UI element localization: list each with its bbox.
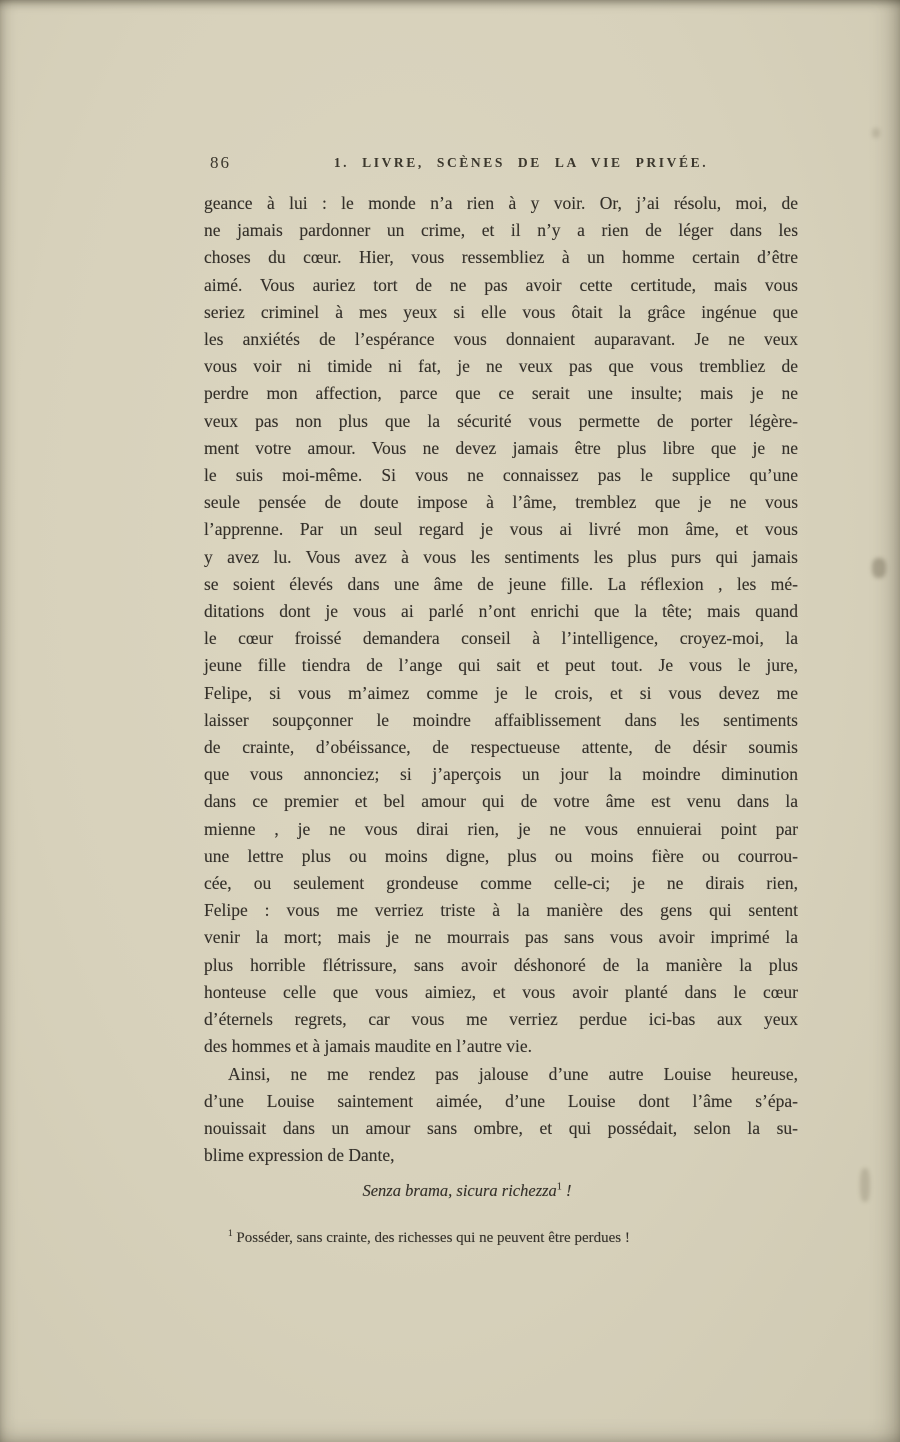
text-line: dans ce premier et bel amour qui de votre âme est venu dans la: [204, 791, 798, 812]
page-number: 86: [210, 153, 231, 172]
text-line: Felipe : vous me verriez triste à la manière des gens qui sentent: [204, 900, 798, 921]
text-line: honteuse celle que vous aimiez, et vous avoir planté dans le cœur: [204, 981, 798, 1002]
text-line: geance à lui : le monde n’a rien à y voir. Or, j’ai résolu, moi, de: [204, 193, 798, 213]
text-line: d’une Louise saintement aimée, d’une Louise dont l’âme s’épa-: [204, 1090, 798, 1111]
text-line: Ainsi, ne me rendez pas jalouse d’une autre Louise heureuse,: [228, 1063, 798, 1084]
body-text: [204, 190, 798, 1169]
text-line: le suis moi-même. Si vous ne connaissez pas le supplice qu’une: [204, 465, 798, 486]
text-line: d’éternels regrets, car vous me verriez perdue ici-bas aux yeux: [204, 1009, 798, 1030]
text-line: Felipe, si vous m’aimez comme je le crois, et si vous devez me: [204, 682, 798, 703]
text-line: vous voir ni timide ni fat, je ne veux pas que vous trembliez de: [204, 356, 798, 377]
text-line: que vous annonciez; si j’aperçois un jour la moindre diminution: [204, 764, 798, 785]
scan-smudge: [860, 1168, 870, 1202]
footnote-text: Posséder, sans crainte, des richesses qui ne peuvent être perdues !: [232, 1230, 630, 1246]
text-line: seriez criminel à mes yeux si elle vous ôtait la grâce ingénue que: [204, 301, 798, 322]
text-line: une lettre plus ou moins digne, plus ou moins fière ou courrou-: [204, 845, 798, 866]
text-line: venir la mort; mais je ne mourrais pas sans vous avoir imprimé la: [204, 927, 798, 948]
running-header: 1. LIVRE, SCÈNES DE LA VIE PRIVÉE.: [333, 155, 709, 170]
text-line: blime expression de Dante,: [204, 1145, 395, 1166]
poem-quote: [170, 1181, 764, 1201]
text-line: les anxiétés de l’espérance vous donnaient auparavant. Je ne veux: [204, 329, 798, 350]
footnote: [204, 1227, 808, 1249]
footnote-marker: 1: [228, 1229, 233, 1239]
text-line: le cœur froissé demandera conseil à l’intelligence, croyez-moi, la: [204, 628, 798, 649]
text-line: jeune fille tiendra de l’ange qui sait et peut tout. Je vous le jure,: [204, 655, 798, 676]
text-line: nouissait dans un amour sans ombre, et qui possédait, selon la su-: [204, 1117, 798, 1138]
text-line: cée, ou seulement grondeuse comme celle-ci; je ne dirais rien,: [204, 873, 798, 894]
scan-smudge: [872, 128, 880, 138]
text-line: se soient élevés dans une âme de jeune fille. La réflexion , les mé-: [204, 573, 798, 594]
text-line: veux pas non plus que la sécurité vous permette de porter légère-: [204, 410, 798, 431]
text-line: ne jamais pardonner un crime, et il n’y a rien de léger dans les: [204, 220, 798, 241]
text-line: laisser soupçonner le moindre affaiblissement dans les sentiments: [204, 709, 798, 730]
page-header: [204, 152, 798, 176]
text-line: mienne , je ne vous dirai rien, je ne vous ennuierai point par: [204, 818, 798, 839]
scan-smudge: [872, 558, 886, 578]
quote-text: Senza brama, sicura richezza: [362, 1181, 557, 1200]
text-line: ditations dont je vous ai parlé n’ont enrichi que la tête; mais quand: [204, 601, 798, 622]
text-line: de crainte, d’obéissance, de respectueuse attente, de désir soumis: [204, 737, 798, 758]
text-line: aimé. Vous auriez tort de ne pas avoir cette certitude, mais vous: [204, 274, 798, 295]
text-line: choses du cœur. Hier, vous ressembliez à un homme certain d’être: [204, 247, 798, 268]
quote-footnote-ref: 1: [556, 1181, 562, 1193]
text-line: l’apprenne. Par un seul regard je vous ai livré mon âme, et vous: [204, 519, 798, 540]
text-line: perdre mon affection, parce que ce serait une insulte; mais je ne: [204, 383, 798, 404]
quote-tail: !: [561, 1181, 572, 1200]
text-line: des hommes et à jamais maudite en l’autre vie.: [204, 1036, 533, 1057]
text-line: ment votre amour. Vous ne devez jamais être plus libre que je ne: [204, 437, 798, 458]
text-line: y avez lu. Vous avez à vous les sentiments les plus purs qui jamais: [204, 546, 798, 567]
text-line: seule pensée de doute impose à l’âme, tremblez que je ne vous: [204, 492, 798, 513]
text-line: plus horrible flétrissure, sans avoir déshonoré de la manière la plus: [204, 954, 798, 975]
